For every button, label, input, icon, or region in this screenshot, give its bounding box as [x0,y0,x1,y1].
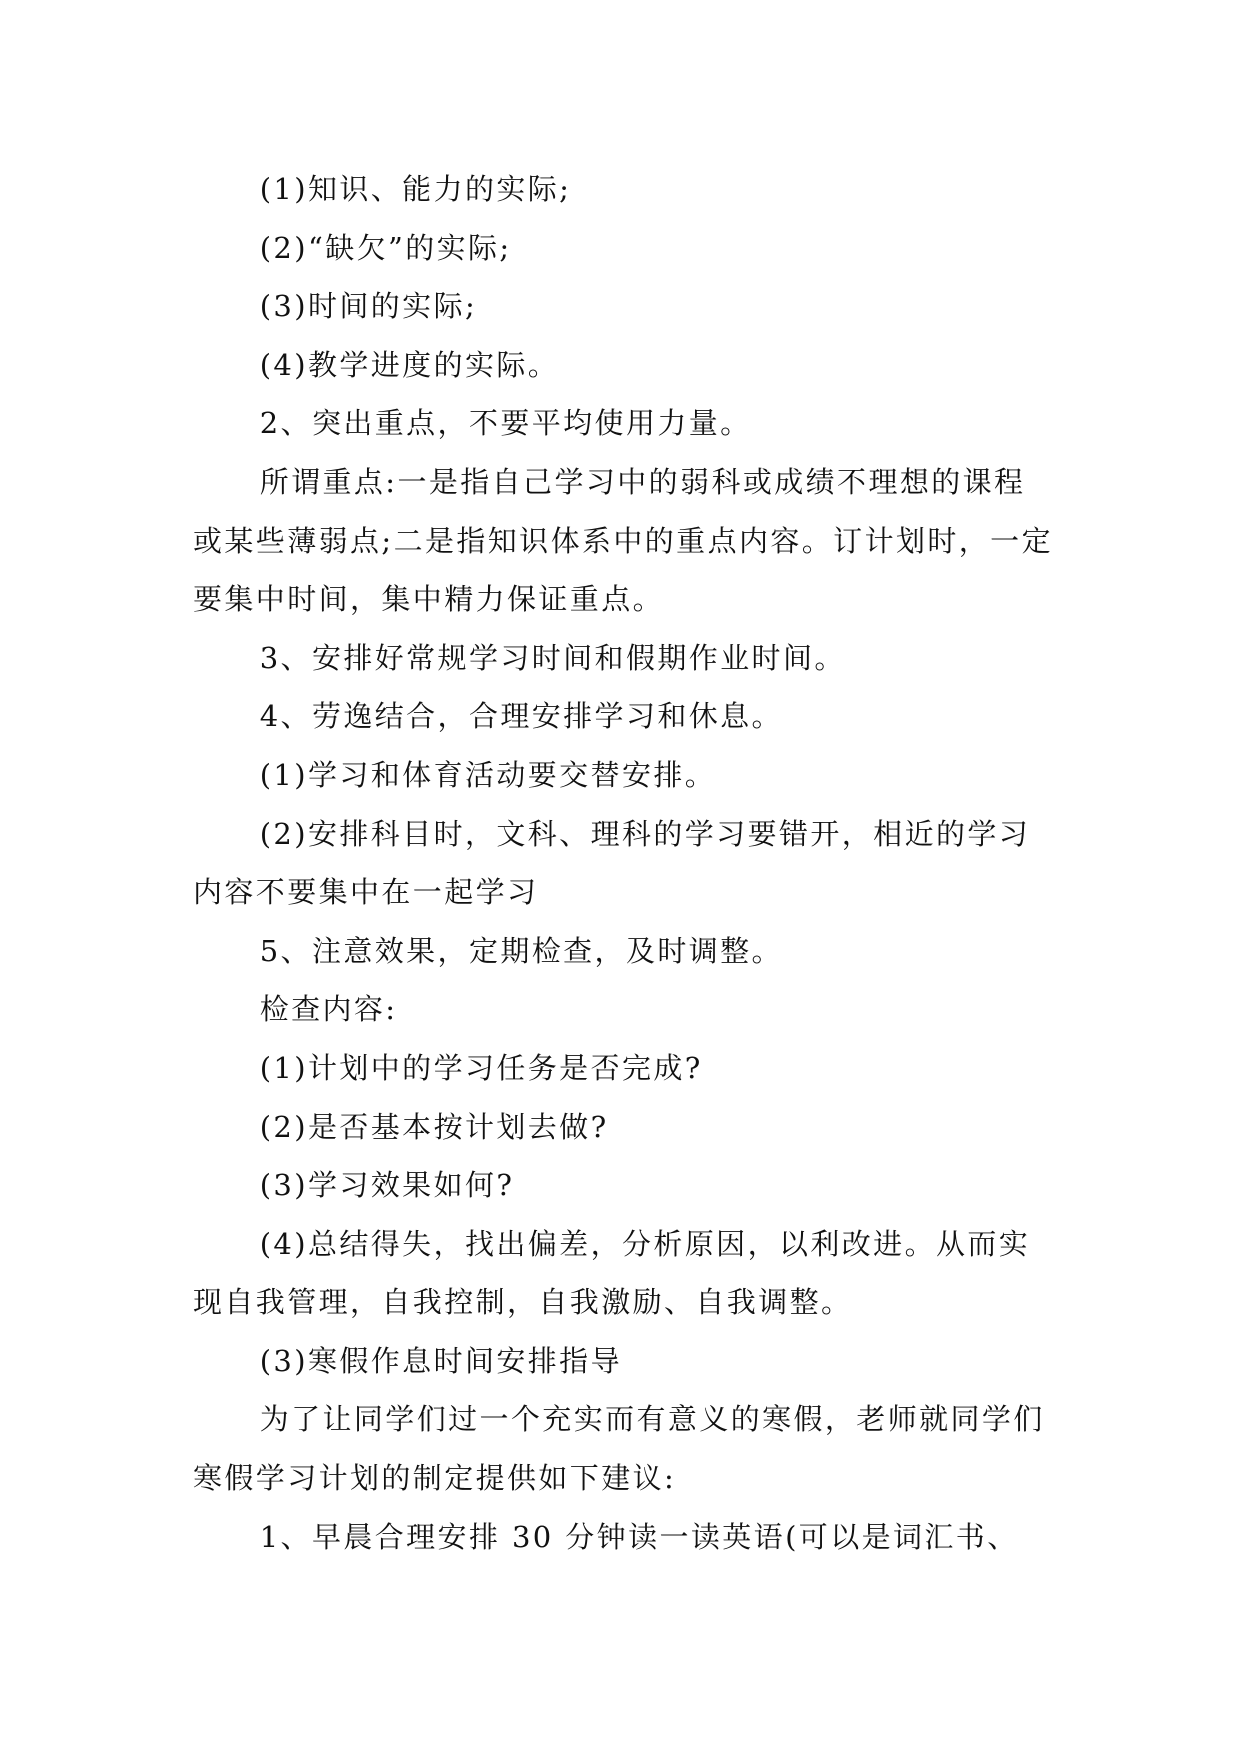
paragraph: (4)教学进度的实际。 [259,347,560,382]
paragraph: 5、注意效果，定期检查，及时调整。 [259,933,783,968]
paragraph: (2)“缺欠”的实际; [259,230,512,265]
paragraph: 3、安排好常规学习时间和假期作业时间。 [259,640,846,675]
paragraph: (1)学习和体育活动要交替安排。 [259,757,717,792]
paragraph: (3)时间的实际; [259,289,478,324]
paragraph: 为了让同学们过一个充实而有意义的寒假，老师就同学们寒假学习计划的制定提供如下建议: [193,1402,1045,1496]
paragraph: (1)知识、能力的实际; [259,172,572,206]
paragraph: 4、劳逸结合，合理安排学习和休息。 [259,699,783,734]
paragraph: (2)安排科目时，文科、理科的学习要错开，相近的学习内容不要集中在一起学习 [193,816,1031,910]
paragraph: 检查内容: [259,992,398,1027]
paragraph: 2、突出重点，不要平均使用力量。 [259,406,752,441]
paragraph: (1)计划中的学习任务是否完成? [259,1050,703,1085]
paragraph: 所谓重点:一是指自己学习中的弱科或成绩不理想的课程或某些薄弱点;二是指知识体系中的重点内容。订计划时，一定要集中时间，集中精力保证重点。 [193,464,1053,617]
document-body [193,160,1053,1566]
paragraph: (3)寒假作息时间安排指导 [259,1343,622,1378]
paragraph: (4)总结得失，找出偏差，分析原因，以利改进。从而实现自我管理，自我控制，自我激励、自我调整。 [193,1226,1031,1320]
paragraph: 1、早晨合理安排 30 分钟读一读英语(可以是词汇书、 [259,1519,1019,1554]
paragraph: (3)学习效果如何? [259,1168,515,1203]
paragraph: (2)是否基本按计划去做? [259,1109,609,1144]
